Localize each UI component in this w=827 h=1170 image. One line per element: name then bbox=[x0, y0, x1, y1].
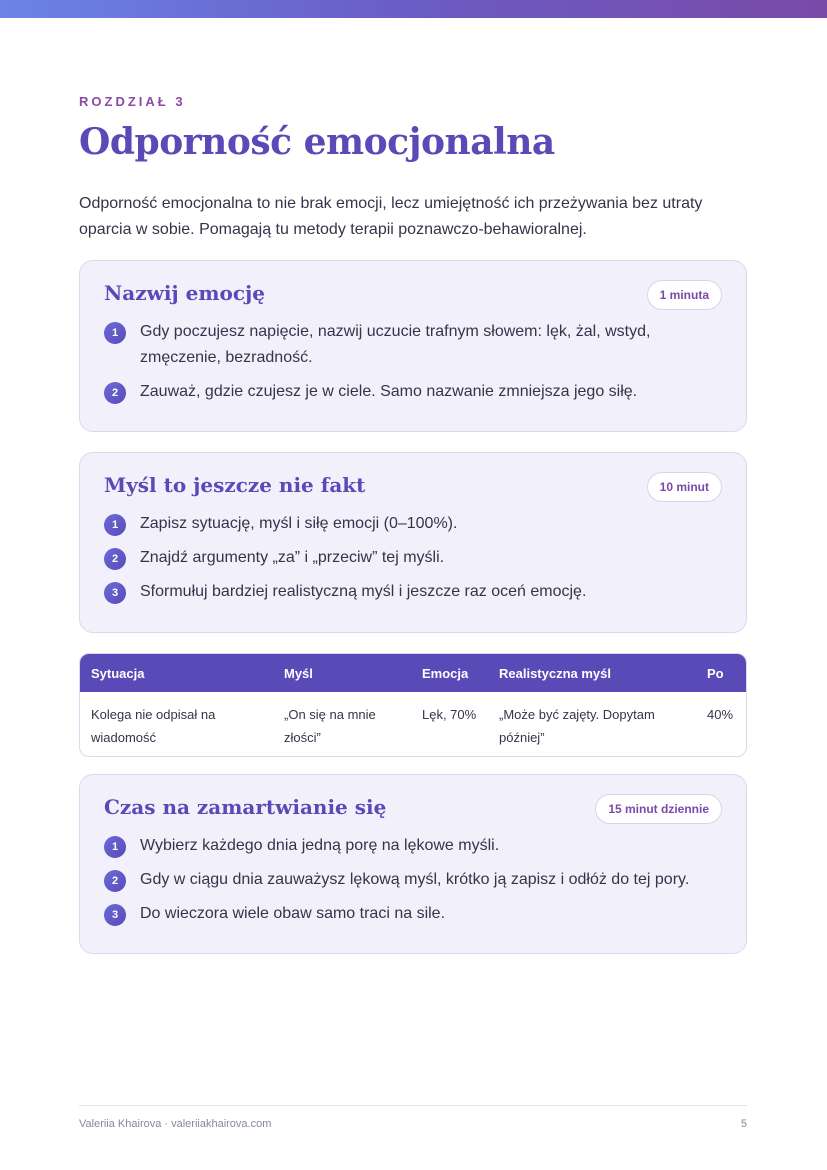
step-number: 1 bbox=[104, 514, 126, 536]
card-title: Myśl to jeszcze nie fakt bbox=[104, 473, 366, 497]
step-text: Sformułuj bardziej realistyczną myśl i jeszcze raz oceń emocję. bbox=[140, 583, 587, 600]
footer-author: Valeriia Khairova · valeriiakhairova.com bbox=[79, 1118, 272, 1130]
table-row bbox=[80, 692, 746, 749]
step-item bbox=[104, 545, 704, 571]
table-cell: Lęk, 70% bbox=[422, 707, 477, 722]
column-header: Po bbox=[696, 654, 746, 692]
step-number: 2 bbox=[104, 870, 126, 892]
step-text: Gdy poczujesz napięcie, nazwij uczucie trafnym słowem: lęk, żal, wstyd, zmęczenie, bezradność. bbox=[140, 323, 651, 366]
exercise-card-name-emotion bbox=[79, 260, 747, 432]
step-item bbox=[104, 511, 704, 537]
top-gradient-bar bbox=[0, 0, 827, 18]
exercise-card-thought-not-fact bbox=[79, 452, 747, 633]
step-text: Do wieczora wiele obaw samo traci na sile. bbox=[140, 905, 446, 922]
step-item bbox=[104, 579, 704, 605]
table-cell: Kolega nie odpisał na wiadomość bbox=[91, 707, 216, 745]
footer-divider bbox=[79, 1105, 747, 1106]
step-number: 1 bbox=[104, 322, 126, 344]
column-header: Realistyczna myśl bbox=[488, 654, 696, 692]
step-item bbox=[104, 901, 704, 927]
step-number: 1 bbox=[104, 836, 126, 858]
step-item bbox=[104, 379, 704, 405]
column-header: Myśl bbox=[273, 654, 411, 692]
step-list bbox=[104, 511, 704, 613]
step-text: Wybierz każdego dnia jedną porę na lękowe myśli. bbox=[140, 837, 500, 854]
step-item bbox=[104, 319, 704, 371]
step-text: Znajdź argumenty „za” i „przeciw” tej myśli. bbox=[140, 549, 445, 566]
duration-badge: 10 minut bbox=[647, 472, 722, 502]
step-text: Gdy w ciągu dnia zauważysz lękową myśl, krótko ją zapisz i odłóż do tej pory. bbox=[140, 871, 690, 888]
step-text: Zauważ, gdzie czujesz je w ciele. Samo nazwanie zmniejsza jego siłę. bbox=[140, 383, 638, 400]
step-item bbox=[104, 833, 704, 859]
step-number: 3 bbox=[104, 582, 126, 604]
table-header-row bbox=[80, 654, 746, 692]
duration-badge: 15 minut dziennie bbox=[595, 794, 722, 824]
table-cell: „On się na mnie złości” bbox=[284, 707, 376, 745]
thought-record-table bbox=[79, 653, 747, 757]
page-number: 5 bbox=[740, 1118, 747, 1130]
intro-paragraph: Odporność emocjonalna to nie brak emocji, lecz umiejętność ich przeżywania bez utraty oparcia w sobie. Pomagają tu metody terapii poznawczo-behawioralnej. bbox=[79, 195, 703, 238]
step-list bbox=[104, 319, 704, 413]
table-cell: „Może być zajęty. Dopytam później” bbox=[499, 707, 655, 745]
column-header: Sytuacja bbox=[80, 654, 273, 692]
step-item bbox=[104, 867, 704, 893]
step-number: 3 bbox=[104, 904, 126, 926]
step-number: 2 bbox=[104, 548, 126, 570]
card-title: Czas na zamartwianie się bbox=[104, 795, 387, 819]
step-list bbox=[104, 833, 704, 935]
table-cell: 40% bbox=[707, 707, 734, 722]
duration-badge: 1 minuta bbox=[647, 280, 722, 310]
chapter-label: ROZDZIAŁ 3 bbox=[79, 94, 186, 109]
exercise-card-worry-time bbox=[79, 774, 747, 954]
card-title: Nazwij emocję bbox=[104, 281, 265, 305]
step-text: Zapisz sytuację, myśl i siłę emocji (0–100%). bbox=[140, 515, 458, 532]
step-number: 2 bbox=[104, 382, 126, 404]
column-header: Emocja bbox=[411, 654, 488, 692]
page-title: Odporność emocjonalna bbox=[79, 121, 555, 163]
